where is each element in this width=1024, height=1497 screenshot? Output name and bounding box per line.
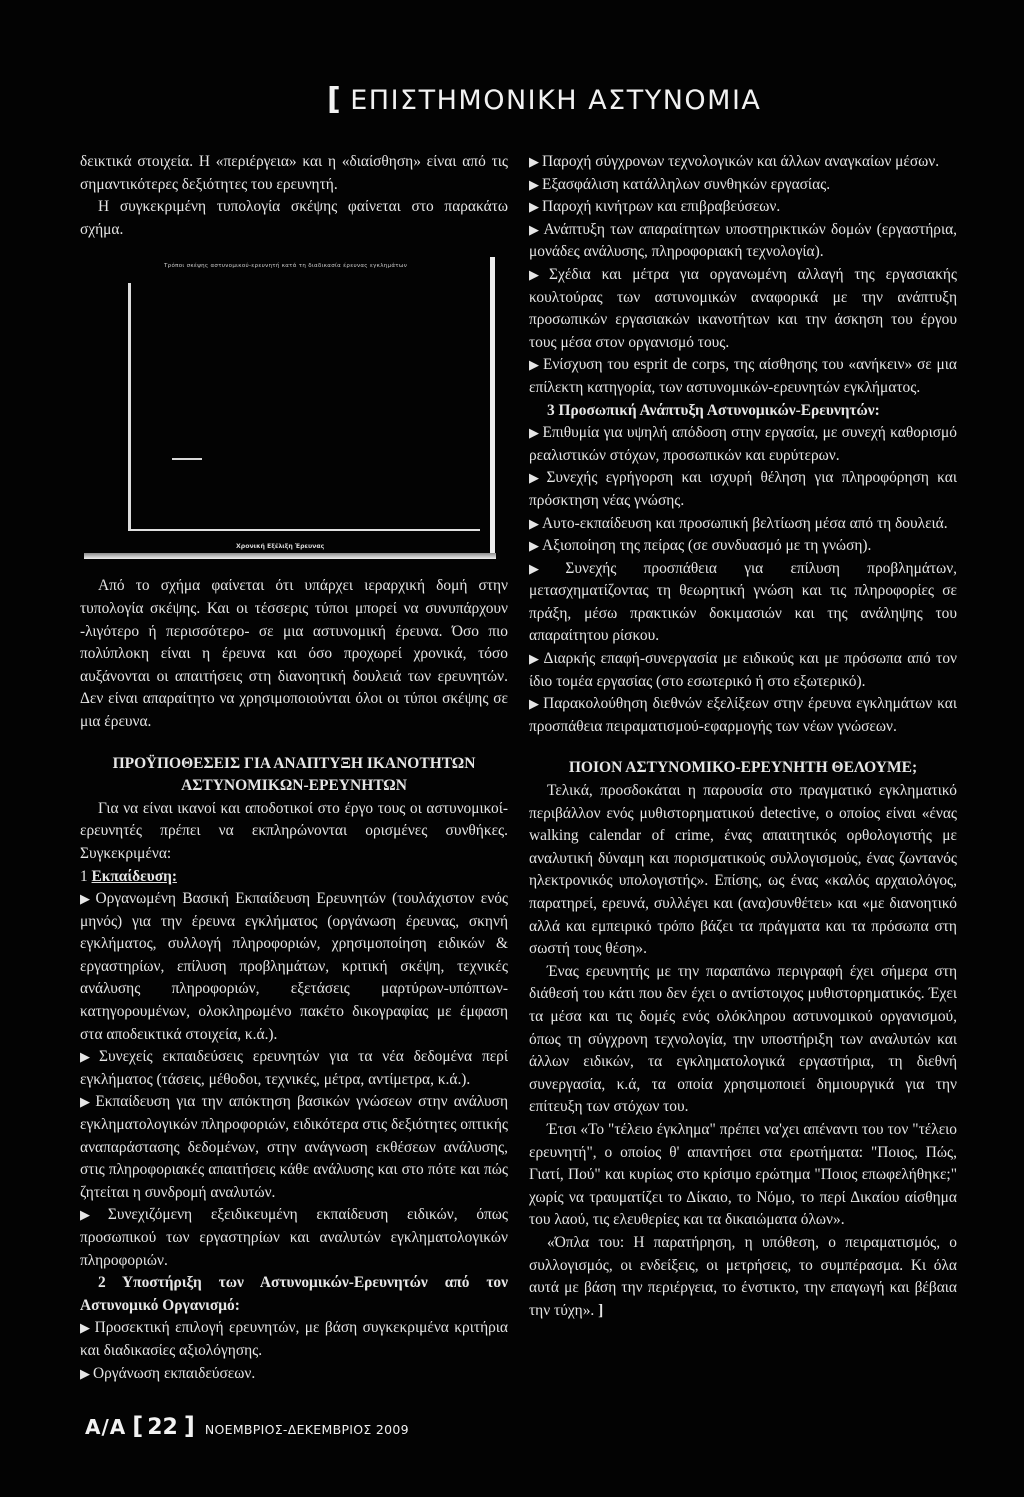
subheading-1-text: Εκπαίδευση:	[91, 867, 177, 885]
right-bullet-4: ▶ Ανάπτυξη των απαραίτητων υποστηρικτικών δομών (εργαστήρια, μονάδες ανάλυσης, πληροφοριακή τεχνολογία).	[529, 219, 957, 264]
right-bullet-12: ▶ Διαρκής επαφή-συνεργασία με ειδικούς και με πρόσωπα από τον ίδιο τομέα εργασίας (στο εσωτερικό ή στο εξωτερικό).	[529, 648, 957, 693]
subheading-2: 2 Υποστήριξη των Αστυνομικών-Ερευνητών από τον Αστυνομικό Οργανισμό:	[80, 1274, 508, 1314]
figure-title: Τρόποι σκέψης αστυνομικού-ερευνητή κατά τη διαδικασία έρευνας εγκλημάτων	[164, 263, 408, 270]
right-bullet-6: ▶ Ενίσχυση του esprit de corps, της αίσθησης του «ανήκειν» σε μια επίλεκτη κατηγορία, των αστυνομικών-ερευνητών εγκλήματος.	[529, 354, 957, 399]
right-bullet-9: ▶ Αυτο-εκπαίδευση και προσωπική βελτίωση μέσα από τη δουλειά.	[529, 513, 957, 536]
footer-bracket-open: [	[132, 1412, 144, 1440]
right-bullet-11: ▶ Συνεχής προσπάθεια για επίλυση προβλημάτων, μετασχηματίζοντας τη θεωρητική γνώση και τις πληροφορίες σε πράξη, μέσω πρακτικών δοκιμασιών και της ανάληψης του απαραίτητου ρίσκου.	[529, 558, 957, 648]
page-footer	[85, 1412, 409, 1440]
left-paragraph-1: δεικτικά στοιχεία. Η «περιέργεια» και η «διαίσθηση» είναι από τις σημαντικότερες δεξιότητες του ερευνητή.	[80, 153, 508, 193]
left-column	[80, 151, 508, 1385]
page-number: 22	[147, 1415, 178, 1440]
right-paragraph-2: Ένας ερευνητής με την παραπάνω περιγραφή έχει σήμερα στη διάθεσή του κάτι που δεν έχει ο αντίστοιχος μυθιστορηματικός. Έχει τα μέσα και τις δομές ενός ολόκληρου αστυνομικού οργανισμού, όπως τη σύγχρονη τεχνολογία, την υποστήριξη των αναλυτών και άλλων ειδικών, τα εγκληματολογικά εργαστήρια, τη διεθνή συνεργασία, κ.ά, τα οποία χρησιμοποιεί δημιουργικά για την επίτευξη των στόχων του.	[529, 962, 957, 1116]
right-column	[529, 151, 957, 1322]
footer-aa: Α/Α	[85, 1415, 127, 1439]
section-title-2: ΠΟΙΟΝ ΑΣΤΥΝΟΜΙΚΟ-ΕΡΕΥΝΗΤΗ ΘΕΛΟΥΜΕ;	[568, 759, 918, 777]
subheading-1	[80, 866, 508, 889]
right-bullet-1: ▶ Παροχή σύγχρονων τεχνολογικών και άλλων αναγκαίων μέσων.	[529, 151, 957, 174]
left-bullet-1: ▶ Οργανωμένη Βασική Εκπαίδευση Ερευνητών (τουλάχιστον ενός μηνός) για την έρευνα εγκλήματος (οργάνωση έρευνας, σκηνή εγκλήματος, συλλογή πληροφοριών, χρησιμοποίηση ειδικών & εργαστηρίων, επίλυση προβλημάτων, κριτική σκέψη, τεχνικές ανάλυσης πληροφοριών, εξετάσεις μαρτύρων-υπόπτων-κατηγορουμένων, ολοκληρωμένο πακέτο δικογραφίας με έμφαση στα αποδεικτικά στοιχεία, κ.ά.).	[80, 888, 508, 1046]
right-paragraph-4-text: «Όπλα του: Η παρατήρηση, η υπόθεση, ο πειραματισμός, ο συλλογισμός, οι ενδείξεις, οι μετρήσεις, το συμπέρασμα. Κι όλα αυτά με βάση την περιέργεια, το ένστικτο, την επαγωγή και βέβαια την τύχη».	[529, 1233, 957, 1319]
left-bullet-3: ▶ Εκπαίδευση για την απόκτηση βασικών γνώσεων στην ανάλυση εγκληματολογικών πληροφοριών, ειδικότερα στις δεξιότητες οπτικής αναπαράστασης δεδομένων, στην ανάγνωση εκθέσεων ανάλυσης, στις πληροφοριακές απαιτήσεις κάθε ανάλυσης και στο πότε και πώς ζητείται η συνδρομή αναλυτών.	[80, 1091, 508, 1204]
right-paragraph-3: Έτσι «Το "τέλειο έγκλημα" πρέπει να'χει απέναντι του τον "τέλειο ερευνητή", ο οποίος θ' απαντήσει στα ερωτήματα: "Ποιος, Πώς, Γιατί, Πού" και κυρίως στο κρίσιμο ερώτημα "Ποιος επωφελήθηκε;" χωρίς να τραυματίζει το Δίκαιο, το Νόμο, το περί Δικαίου αίσθημα του λαού, τις ελευθερίες και τα δικαιώματα όλων».	[529, 1120, 957, 1229]
right-bullet-5: ▶ Σχέδια και μέτρα για οργανωμένη αλλαγή της εργασιακής κουλτούρας των αστυνομικών αναφορικά με την ανάπτυξη προσωπικών εργασιακών ικανοτήτων και την άσκηση του έργου τους μέσα στον οργανισμό τους.	[529, 264, 957, 354]
right-paragraph-4	[529, 1232, 957, 1322]
right-bullet-10: ▶ Αξιοποίηση της πείρας (σε συνδυασμό με τη γνώση).	[529, 535, 957, 558]
left-bullet-2: ▶ Συνεχείς εκπαιδεύσεις ερευνητών για τα νέα δεδομένα περί εγκλήματος (τάσεις, μέθοδοι, τεχνικές, μέτρα, αντίμετρα, κ.ά.).	[80, 1046, 508, 1091]
right-bullet-2: ▶ Εξασφάλιση κατάλληλων συνθηκών εργασίας.	[529, 174, 957, 197]
right-bullet-3: ▶ Παροχή κινήτρων και επιβραβεύσεων.	[529, 196, 957, 219]
subheading-3: 3 Προσωπική Ανάπτυξη Αστυνομικών-Ερευνητών:	[547, 401, 880, 419]
left-bullet-5: ▶ Προσεκτική επιλογή ερευνητών, με βάση συγκεκριμένα κριτήρια και διαδικασίες αξιολόγησης.	[80, 1317, 508, 1362]
left-paragraph-2: Η συγκεκριμένη τυπολογία σκέψης φαίνεται στο παρακάτω σχήμα.	[80, 198, 508, 238]
thinking-types-figure	[128, 253, 508, 561]
subheading-1-number: 1	[80, 867, 92, 885]
right-bullet-13: ▶ Παρακολούθηση διεθνών εξελίξεων στην έρευνα εγκλημάτων και προσπάθεια πειραματισμού-εφαρμογής των νέων γνώσεων.	[529, 693, 957, 738]
figure-x-label: Χρονική Εξέλιξη Έρευνας	[236, 543, 325, 551]
left-paragraph-4: Για να είναι ικανοί και αποδοτικοί στο έργο τους οι αστυνομικοί-ερευνητές πρέπει να εκπληρώνονται ορισμένες συνθήκες. Συγκεκριμένα:	[80, 799, 508, 862]
left-bullet-4: ▶ Συνεχιζόμενη εξειδικευμένη εκπαίδευση ειδικών, όπως προσωπικού των εργαστηρίων και αναλυτών εγκληματολογικών πληροφοριών.	[80, 1204, 508, 1272]
figure-y-axis	[128, 283, 131, 531]
right-bullet-7: ▶ Επιθυμία για υψηλή απόδοση στην εργασία, με συνεχή καθορισμό ρεαλιστικών στόχων, προσωπικών και ευρύτερων.	[529, 422, 957, 467]
header-title: ΕΠΙΣΤΗΜΟΝΙΚΗ ΑΣΤΥΝΟΜΙΑ	[350, 85, 762, 116]
header-bracket: [	[327, 82, 343, 117]
page-header	[327, 82, 761, 117]
end-bracket: ]	[598, 1301, 604, 1319]
section-title-1: ΠΡΟΫΠΟΘΕΣΕΙΣ ΓΙΑ ΑΝΑΠΤΥΞΗ ΙΚΑΝΟΤΗΤΩΝ ΑΣΤΥΝΟΜΙΚΩΝ-ΕΡΕΥΝΗΤΩΝ	[112, 754, 476, 795]
left-paragraph-3: Από το σχήμα φαίνεται ότι υπάρχει ιεραρχική δομή στην τυπολογία σκέψης. Και οι τέσσερις τύποι μπορεί να συνυπάρχουν -λιγότερο ή περισσότερο- σε μια αστυνομική έρευνα. Όσο πιο πολύπλοκη είναι η έρευνα και όσο προχωρεί χρονικά, τόσο αυξάνονται οι απαιτήσεις στη διανοητική δουλειά των ερευνητών. Δεν είναι απαραίτητο να χρησιμοποιούνται όλοι οι τύποι σκέψης σε μια έρευνα.	[80, 577, 508, 730]
figure-dash-mark	[172, 458, 202, 460]
footer-bracket-close: ]	[183, 1412, 195, 1440]
figure-right-frame	[490, 257, 495, 555]
right-bullet-8: ▶ Συνεχής εγρήγορση και ισχυρή θέληση για πληροφόρηση και πρόσκτηση νέας γνώσης.	[529, 467, 957, 512]
figure-bottom-frame	[84, 553, 496, 559]
right-paragraph-1: Τελικά, προσδοκάται η παρουσία στο πραγματικό εγκληματικό περιβάλλον ενός μυθιστορηματικού detective, ο οποίος είναι «ένας walking calendar of crime, ένας απαιτητικός ορθολογιστής με αναλυτική δύναμη και πορισματικούς συλλογισμούς, ένας ζωντανός ηλεκτρονικός υπολογιστής». Επίσης, ως ένας «καλός αρχαιολόγος, παρατηρεί, ερευνά, συλλέγει και (ανα)συνθέτει» και «με διανοητικό αλλά και εμπειρικό τρόπο βάζει τα πράγματα και τα πρόσωπα στη σωστή τους θέση».	[529, 782, 957, 958]
left-bullet-6: ▶ Οργάνωση εκπαιδεύσεων.	[80, 1363, 508, 1386]
issue-date: ΝΟΕΜΒΡΙΟΣ-ΔΕΚΕΜΒΡΙΟΣ 2009	[204, 1422, 409, 1437]
figure-x-axis	[128, 529, 480, 531]
